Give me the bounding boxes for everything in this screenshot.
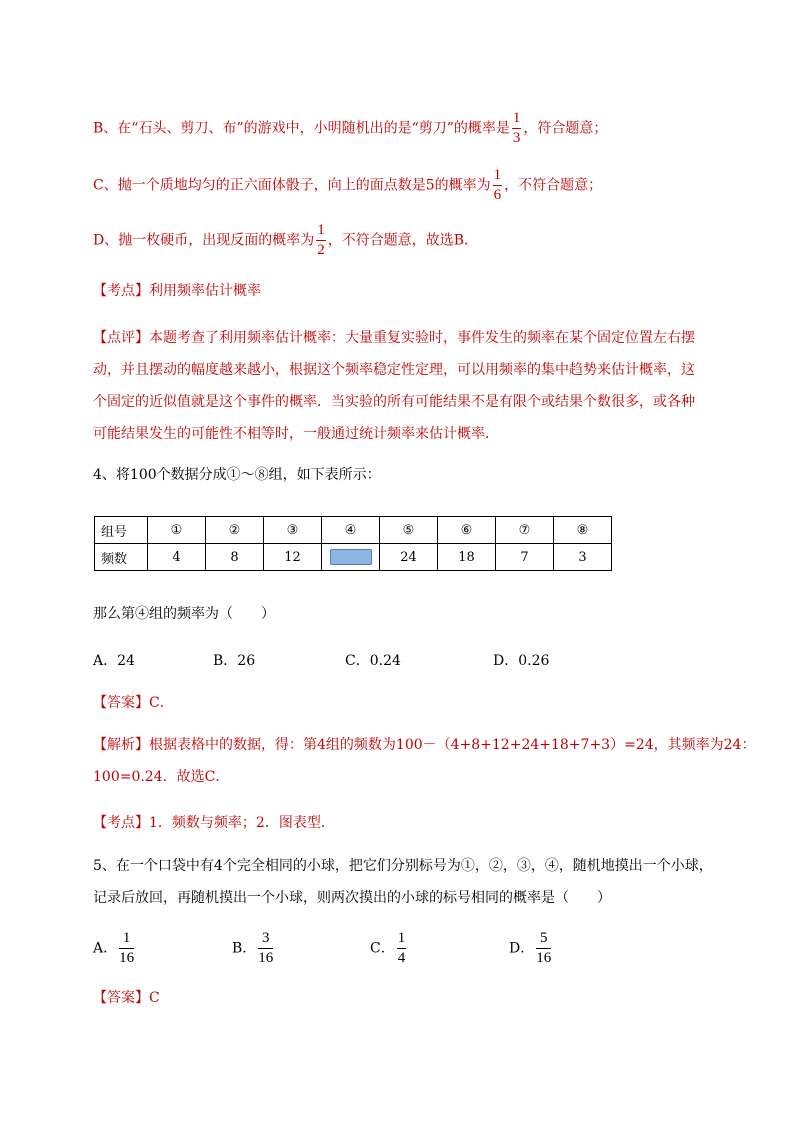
q5-option-b — [232, 930, 275, 967]
table-cell: ⑧ — [554, 517, 612, 544]
kaodian-heading: 【考点】利用频率估计概率 — [93, 283, 261, 299]
table-cell: ② — [206, 517, 264, 544]
table-cell: 3 — [554, 544, 612, 571]
table-header-cell: 组号 — [95, 517, 148, 544]
question-4-prompt: 那么第④组的频率为（ ） — [93, 606, 275, 622]
table-cell: ⑦ — [496, 517, 554, 544]
table-cell: ① — [148, 517, 206, 544]
table-cell-blank — [322, 544, 380, 571]
question-5-stem-line-2: 记录后放回，再随机摸出一个小球，则两次摸出的小球的标号相同的概率是（ ） — [93, 890, 611, 906]
q4-option-d: D．0.26 — [493, 653, 550, 669]
question-5-stem-line-1: 5、在一个口袋中有4个完全相同的小球，把它们分别标号为①，②，③，④，随机地摸出一个小球， — [93, 858, 713, 874]
fraction: $\frac{1}{16}$ — [119, 930, 135, 966]
table-cell: ⑤ — [380, 517, 438, 544]
fraction: $\frac{1}{2}$ — [317, 222, 325, 258]
table-header-cell: 频数 — [95, 544, 148, 571]
q4-answer: 【答案】C． — [93, 695, 174, 711]
q4-kaodian: 【考点】1．频数与频率；2．图表型． — [93, 815, 335, 831]
fraction: $\frac{3}{16}$ — [258, 930, 274, 966]
option-c-text: C、抛一个质地均匀的正六面体骰子，向上的面点数是5的概率为 — [93, 177, 491, 194]
option-d-tail: ，不符合题意，故选B． — [327, 232, 479, 249]
q4-option-a: A．24 — [93, 653, 135, 669]
table-cell: 8 — [206, 544, 264, 571]
solution-option-d — [93, 222, 478, 259]
frequency-table — [94, 516, 612, 571]
fraction: $\frac{1}{4}$ — [397, 930, 406, 966]
table-row — [95, 544, 612, 571]
table-cell: 24 — [380, 544, 438, 571]
solution-option-c — [93, 167, 602, 204]
blank-answer-box — [330, 549, 372, 565]
question-4-stem: 4、将100个数据分成①～⑧组，如下表所示： — [93, 467, 381, 483]
q5-option-c — [370, 930, 408, 967]
option-label: B． — [232, 940, 257, 957]
option-c-tail: ，不符合题意； — [504, 177, 603, 194]
table-cell: 12 — [264, 544, 322, 571]
dianping-paragraph: 【点评】本题考查了利用频率估计概率：大量重复实验时，事件发生的频率在某个固定位置左右摆动，并且摆动的幅度越来越小，根据这个频率稳定性定理，可以用频率的集中趋势来估计概率，这个固定的近似值就是这个事件的概率．当实验的所有可能结果不是有限个或结果个数很多，或各种可能结果发生的可能性不相等时，一般通过统计频率来估计概率． — [93, 330, 695, 442]
option-label: A． — [93, 940, 118, 957]
q5-option-d — [509, 930, 553, 967]
q4-option-b: B．26 — [213, 653, 256, 669]
table-cell: 18 — [438, 544, 496, 571]
fraction: $\frac{1}{6}$ — [493, 167, 502, 203]
table-row — [95, 517, 612, 544]
table-cell: ⑥ — [438, 517, 496, 544]
option-d-text: D、抛一枚硬币，出现反面的概率为 — [93, 232, 315, 249]
table-cell: ③ — [264, 517, 322, 544]
option-label: C． — [370, 940, 395, 957]
q4-option-c: C．0.24 — [345, 653, 401, 669]
table-cell: ④ — [322, 517, 380, 544]
q4-analysis-line-1: 【解析】根据表格中的数据，得：第4组的频数为100－（4+8+12+24+18+7+3）=24，其频率为24： — [93, 737, 756, 753]
q5-answer: 【答案】C — [93, 990, 160, 1006]
option-label: D． — [509, 940, 535, 957]
q5-option-a — [93, 930, 136, 967]
solution-option-b — [93, 110, 607, 147]
q4-analysis-line-2: 100=0.24．故选C． — [93, 769, 230, 785]
option-b-tail: ，符合题意； — [523, 120, 608, 137]
fraction: $\frac{1}{3}$ — [512, 110, 521, 146]
fraction: $\frac{5}{16}$ — [536, 930, 552, 966]
table-cell: 7 — [496, 544, 554, 571]
table-cell: 4 — [148, 544, 206, 571]
option-b-text: B、在“石头、剪刀、布”的游戏中，小明随机出的是“剪刀”的概率是 — [93, 120, 510, 137]
